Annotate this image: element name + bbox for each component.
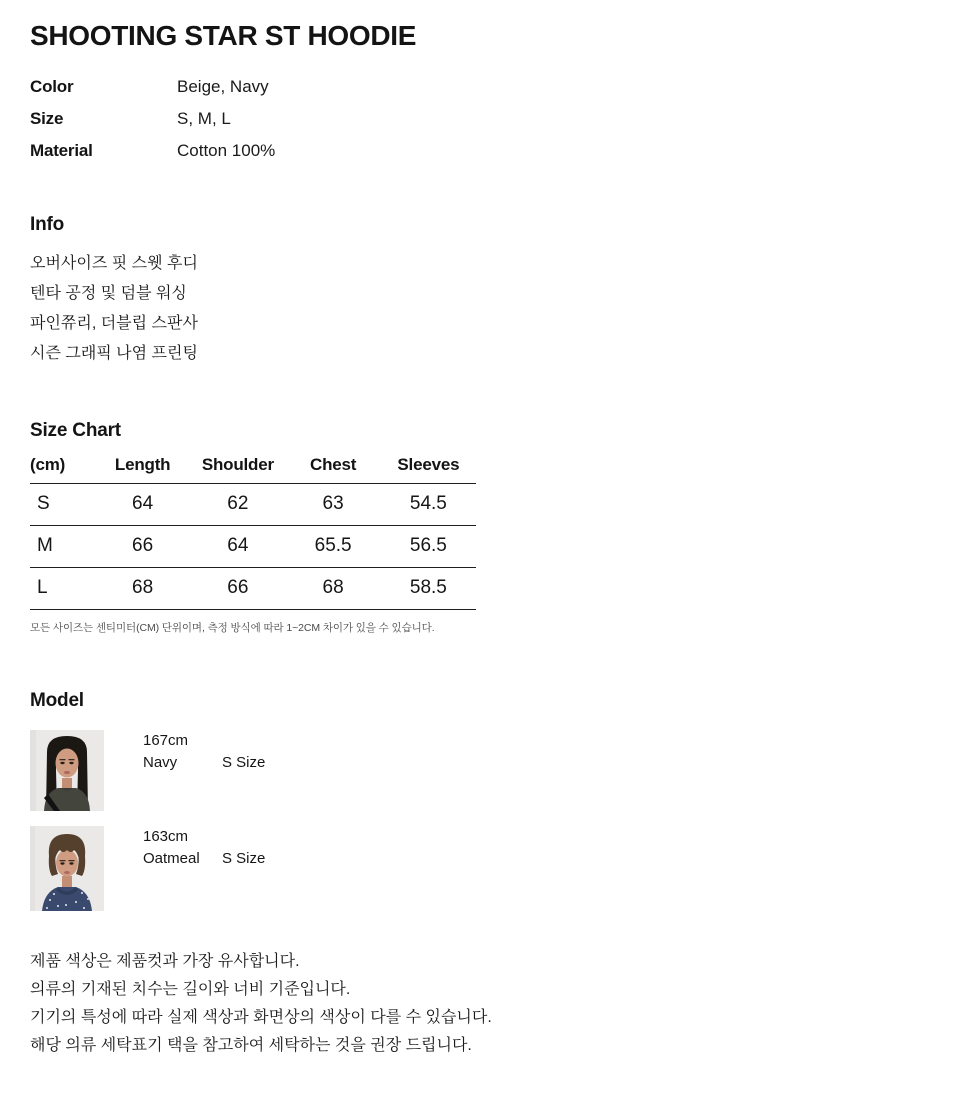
size-chart-section <box>30 420 930 635</box>
info-line: 파인쮸리, 더블립 스판사 <box>30 315 198 333</box>
table-row-s <box>30 484 476 526</box>
spec-row-material <box>30 135 930 167</box>
model-entry-1 <box>30 730 930 811</box>
model-entries <box>30 730 930 911</box>
column-header-unit: (cm) <box>30 455 95 484</box>
spec-value: Beige, Navy <box>177 77 269 97</box>
info-line: 시즌 그래픽 나염 프린팅 <box>30 345 198 363</box>
spec-value: Cotton 100% <box>177 141 276 161</box>
info-line: 오버사이즈 핏 스웻 후디 <box>30 255 198 273</box>
value-cell: 68 <box>95 568 190 610</box>
size-chart-heading: Size Chart <box>30 420 121 442</box>
size-cell: S <box>30 484 95 526</box>
value-cell: 65.5 <box>286 526 381 568</box>
model-color: Navy <box>143 754 178 772</box>
product-specs <box>30 71 930 167</box>
model-size: S Size <box>222 850 266 868</box>
note-line: 의류의 기재된 치수는 길이와 너비 기준입니다. <box>30 981 351 999</box>
model-heading: Model <box>30 690 84 712</box>
value-cell: 64 <box>190 526 285 568</box>
spec-value: S, M, L <box>177 109 231 129</box>
size-cell: M <box>30 526 95 568</box>
spec-label: Color <box>30 77 74 97</box>
product-notes <box>30 948 930 1060</box>
column-header-chest: Chest <box>286 455 381 484</box>
column-header-sleeves: Sleeves <box>381 455 476 484</box>
value-cell: 64 <box>95 484 190 526</box>
model-photo-2 <box>30 826 104 911</box>
info-heading: Info <box>30 214 65 236</box>
size-cell: L <box>30 568 95 610</box>
value-cell: 63 <box>286 484 381 526</box>
value-cell: 68 <box>286 568 381 610</box>
column-header-length: Length <box>95 455 190 484</box>
model-meta-2 <box>143 826 265 870</box>
info-line: 텐타 공정 및 덤블 워싱 <box>30 285 187 303</box>
model-color: Oatmeal <box>143 850 200 868</box>
size-chart-table <box>30 455 476 610</box>
note-line: 제품 색상은 제품컷과 가장 유사합니다. <box>30 953 300 971</box>
value-cell: 66 <box>190 568 285 610</box>
spec-row-color <box>30 71 930 103</box>
value-cell: 62 <box>190 484 285 526</box>
table-row-m <box>30 526 476 568</box>
table-row-l <box>30 568 476 610</box>
model-section <box>30 690 930 911</box>
column-header-shoulder: Shoulder <box>190 455 285 484</box>
note-line: 해당 의류 세탁표기 택을 참고하여 세탁하는 것을 권장 드립니다. <box>30 1037 472 1055</box>
model-entry-2 <box>30 826 930 911</box>
value-cell: 66 <box>95 526 190 568</box>
size-chart-header-row <box>30 455 476 484</box>
model-height: 163cm <box>143 828 189 846</box>
model-height: 167cm <box>143 732 189 750</box>
product-title: SHOOTING STAR ST HOODIE <box>30 20 417 51</box>
model-meta-1 <box>143 730 265 774</box>
spec-row-size <box>30 103 930 135</box>
model-photo-1 <box>30 730 104 811</box>
note-line: 기기의 특성에 따라 실제 색상과 화면상의 색상이 다를 수 있습니다. <box>30 1009 492 1027</box>
model-size: S Size <box>222 754 266 772</box>
info-lines <box>30 249 930 369</box>
value-cell: 58.5 <box>381 568 476 610</box>
spec-label: Material <box>30 141 93 161</box>
spec-label: Size <box>30 109 64 129</box>
value-cell: 56.5 <box>381 526 476 568</box>
value-cell: 54.5 <box>381 484 476 526</box>
size-chart-footnote: 모든 사이즈는 센티미터(CM) 단위이며, 측정 방식에 따라 1~2CM 차이가 있을 수 있습니다. <box>30 622 435 635</box>
info-section <box>30 214 930 369</box>
